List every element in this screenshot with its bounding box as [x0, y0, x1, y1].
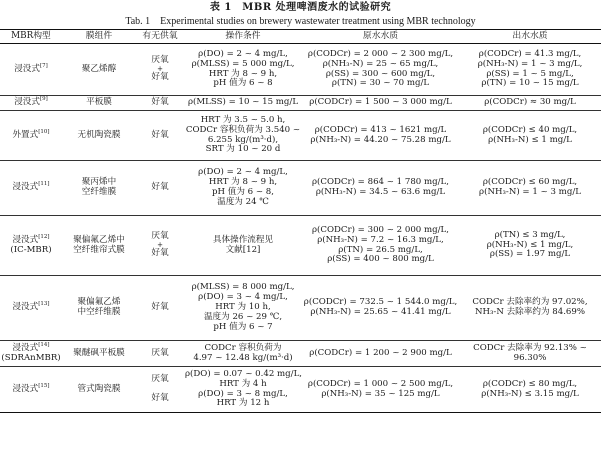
cell-line: ρ(DO) = 3 ~ 8 mg/L, [198, 388, 288, 399]
cell-effluent-quality [459, 111, 601, 161]
cell-operating-conditions [184, 367, 302, 413]
cell-line: HRT 为 12 h [216, 398, 270, 409]
cell-line-with-ref [1, 183, 61, 193]
cell-line: ρ(CODCr) ≤ 80 mg/L, [482, 378, 578, 389]
table-body [0, 44, 601, 413]
cell-line: HRT 为 8 ~ 9 h, [208, 68, 278, 79]
cell-line-with-ref [1, 382, 61, 395]
cell-line: ρ(CODCr) ≤ 60 mg/L, [482, 177, 578, 188]
cell-line: ρ(CODCr) ≈ 30 mg/L [484, 97, 576, 108]
cell-line: pH 值为 6 ~ 8 [213, 78, 273, 89]
cell-line: 管式陶瓷膜 [77, 383, 121, 394]
reference-superscript: [7] [40, 62, 48, 69]
cell-line: 浸没式 [12, 383, 39, 394]
cell-line: pH 值为 6 ~ 8, [212, 187, 274, 197]
cell-line: ρ(CODCr) = 413 ~ 1621 mg/L [314, 124, 447, 135]
cell-line: 好氧 [151, 129, 169, 140]
table-row [0, 216, 601, 276]
header-oxygen-supply: 有无供氧 [136, 30, 184, 44]
cell-line: 空纤维膜 [81, 187, 117, 197]
cell-line: ρ(MLSS) = 5 000 mg/L, [191, 58, 295, 69]
cell-line: ρ(TN) ≤ 3 mg/L, [494, 229, 566, 240]
cell-line: ρ(DO) = 0.07 ~ 0.42 mg/L, [185, 368, 303, 379]
cell-membrane-module [62, 341, 136, 367]
cell-line: 聚醚砜平板膜 [73, 347, 125, 358]
cell-mbr-config [0, 44, 62, 96]
cell-line: 温度为 24 ℃ [217, 196, 269, 207]
cell-line: ρ(CODCr) = 1 000 ~ 2 500 mg/L, [307, 378, 454, 389]
cell-line: 浸没式 [12, 234, 39, 245]
cell-mbr-config [0, 216, 62, 276]
table-row [0, 276, 601, 341]
cell-oxygen-supply [136, 367, 184, 413]
cell-line: 96.30% [513, 352, 547, 363]
cell-line: CODCr 去除率约为 97.02%, [472, 297, 588, 308]
cell-line-with-ref [1, 128, 61, 141]
cell-line: ρ(DO) = 3 ~ 4 mg/L, [198, 292, 288, 303]
table-row [0, 161, 601, 216]
header-membrane-module: 膜组件 [62, 30, 136, 44]
header-row [0, 30, 601, 44]
cell-line: ρ(SS) = 400 ~ 800 mg/L [327, 254, 434, 265]
cell-line: 聚丙烯中 [81, 177, 117, 188]
cell-line: 浸没式 [14, 97, 40, 108]
cell-line: 浸没式 [12, 182, 39, 193]
cell-line: NH₃-N 去除率约为 84.69% [474, 307, 586, 317]
cell-line: ρ(NH₃-N) ≤ 3.15 mg/L [481, 388, 579, 399]
table-row [0, 341, 601, 367]
cell-line: CODCr 容积负荷为 [204, 342, 282, 353]
cell-membrane-module [62, 161, 136, 216]
cell-operating-conditions [184, 341, 302, 367]
cell-oxygen-supply [136, 44, 184, 96]
cell-mbr-config [0, 367, 62, 413]
cell-mbr-config [0, 341, 62, 367]
cell-line: ρ(CODCr) ≤ 40 mg/L, [482, 124, 578, 135]
cell-line: HRT 为 8 ~ 9 h, [208, 177, 278, 188]
cell-line: 6.255 kg/(m³·d), [207, 134, 279, 145]
cell-line: 浸没式 [14, 63, 40, 74]
cell-line: ρ(NH₃-N) = 34.5 ~ 63.6 mg/L [315, 187, 446, 197]
table-row [0, 96, 601, 111]
cell-effluent-quality [459, 216, 601, 276]
cell-line: 好氧 [151, 393, 169, 403]
header-operating-conditions: 操作条件 [184, 30, 302, 44]
cell-line: ρ(NH₃-N) = 7.2 ~ 16.3 mg/L, [317, 234, 444, 245]
cell-line: + [157, 241, 163, 249]
cell-line: HRT 为 4 h [219, 378, 267, 389]
cell-line: 平板膜 [86, 97, 112, 108]
cell-effluent-quality [459, 44, 601, 96]
caption-english: Tab. 1 Experimental studies on brewery wastewater treatment using MBR technology [125, 16, 476, 27]
cell-line: ρ(SS) = 1 ~ 5 mg/L, [486, 68, 574, 79]
cell-line: ρ(NH₃-N) = 25 ~ 65 mg/L, [322, 58, 439, 69]
cell-influent-quality [302, 96, 459, 111]
cell-line: ρ(TN) = 30 ~ 70 mg/L [331, 78, 430, 89]
cell-membrane-module [62, 111, 136, 161]
cell-line: 厌氧 [151, 347, 169, 358]
cell-line: ρ(DO) = 2 ~ 4 mg/L, [198, 48, 288, 59]
cell-oxygen-supply [136, 276, 184, 341]
cell-line: 厌氧 [151, 55, 169, 66]
cell-line: ρ(MLSS) = 8 000 mg/L, [191, 282, 295, 293]
cell-line: ρ(NH₃-N) ≤ 1 mg/L, [486, 239, 574, 250]
cell-line: 好氧 [151, 72, 169, 82]
cell-operating-conditions [184, 111, 302, 161]
cell-membrane-module [62, 367, 136, 413]
cell-influent-quality [302, 161, 459, 216]
reference-superscript: [14] [38, 341, 50, 348]
cell-line: ρ(NH₃-N) = 1 ~ 3 mg/L [479, 187, 581, 197]
cell-line: ρ(NH₃-N) ≤ 1 mg/L [488, 134, 572, 145]
cell-line: ρ(NH₃-N) = 44.20 ~ 75.28 mg/L [310, 134, 451, 145]
cell-influent-quality [302, 276, 459, 341]
header-influent-quality: 原水水质 [302, 30, 459, 44]
cell-line: 具体操作流程见 [212, 234, 274, 245]
cell-line-with-ref [1, 233, 61, 246]
cell-influent-quality [302, 367, 459, 413]
table-row [0, 111, 601, 161]
cell-oxygen-supply [136, 111, 184, 161]
cell-line: HRT 为 3.5 ~ 5.0 h, [200, 114, 286, 125]
cell-mbr-config [0, 161, 62, 216]
cell-line: 好氧 [151, 248, 169, 258]
reference-superscript: [11] [38, 181, 50, 188]
cell-line: 聚偏氟乙烯中 [73, 234, 125, 245]
cell-effluent-quality [459, 96, 601, 111]
cell-line: 聚乙烯醇 [81, 63, 117, 74]
cell-influent-quality [302, 44, 459, 96]
cell-mbr-config [0, 96, 62, 111]
cell-line: 文献[12] [225, 244, 261, 255]
reference-superscript: [10] [38, 128, 50, 135]
cell-line: SRT 为 10 ~ 20 d [205, 144, 281, 155]
cell-operating-conditions [184, 161, 302, 216]
cell-mbr-config [0, 276, 62, 341]
header-mbr-config: MBR构型 [0, 30, 62, 44]
cell-effluent-quality [459, 276, 601, 341]
cell-line: ρ(CODCr) = 300 ~ 2 000 mg/L, [311, 224, 449, 235]
cell-line: ρ(MLSS) = 10 ~ 15 mg/L [187, 97, 299, 108]
caption-chinese: 表 1 MBR 处理啤酒废水的试验研究 [209, 2, 392, 13]
cell-line: 无机陶瓷膜 [77, 129, 121, 140]
cell-line: 好氧 [151, 302, 169, 313]
cell-influent-quality [302, 216, 459, 276]
cell-line: (IC-MBR) [10, 244, 52, 255]
cell-membrane-module [62, 276, 136, 341]
cell-line: 中空纤维膜 [77, 307, 121, 317]
table-row [0, 367, 601, 413]
cell-line: 厌氧 [151, 374, 169, 385]
cell-line: 浸没式 [12, 342, 39, 353]
cell-line: ρ(SS) = 1.97 mg/L [489, 249, 571, 260]
reference-superscript: [15] [38, 382, 50, 389]
cell-effluent-quality [459, 341, 601, 367]
cell-line: 4.97 ~ 12.48 kg/(m³·d) [193, 352, 293, 363]
cell-line: 空纤维帘式膜 [73, 244, 125, 255]
cell-line: 浸没式 [12, 302, 39, 313]
cell-membrane-module [62, 96, 136, 111]
cell-line: (SDRAnMBR) [1, 352, 61, 363]
cell-influent-quality [302, 341, 459, 367]
cell-membrane-module [62, 44, 136, 96]
cell-operating-conditions [184, 216, 302, 276]
cell-line: CODCr 去除率为 92.13% ~ [473, 342, 587, 353]
cell-line: 外置式 [12, 129, 39, 140]
cell-oxygen-supply [136, 161, 184, 216]
reference-superscript: [9] [40, 96, 48, 103]
cell-effluent-quality [459, 161, 601, 216]
cell-line: 好氧 [151, 97, 169, 108]
reference-superscript: [13] [38, 301, 50, 308]
cell-operating-conditions [184, 44, 302, 96]
cell-line: + [157, 65, 163, 73]
cell-line: HRT 为 10 h, [215, 302, 271, 313]
header-effluent-quality: 出水水质 [459, 30, 601, 44]
cell-line: ρ(CODCr) = 2 000 ~ 2 300 mg/L, [307, 48, 454, 59]
cell-line: ρ(CODCr) = 41.3 mg/L, [478, 48, 582, 59]
cell-mbr-config [0, 111, 62, 161]
cell-line: ρ(CODCr) = 1 200 ~ 2 900 mg/L [309, 347, 452, 358]
cell-operating-conditions [184, 276, 302, 341]
cell-oxygen-supply [136, 341, 184, 367]
cell-line: ρ(CODCr) = 1 500 ~ 3 000 mg/L [309, 97, 452, 108]
cell-line: 好氧 [151, 182, 169, 193]
cell-line: ρ(NH₃-N) = 35 ~ 125 mg/L [321, 388, 440, 399]
reference-superscript: [12] [38, 233, 50, 240]
cell-line-with-ref [1, 303, 61, 313]
cell-line: ρ(NH₃-N) = 1 ~ 3 mg/L, [477, 58, 583, 69]
cell-line: 厌氧 [151, 231, 169, 242]
cell-effluent-quality [459, 367, 601, 413]
cell-line: ρ(DO) = 2 ~ 4 mg/L, [198, 167, 288, 178]
cell-line-with-ref [1, 62, 61, 75]
cell-line: ρ(CODCr) = 732.5 ~ 1 544.0 mg/L, [303, 297, 458, 308]
cell-membrane-module [62, 216, 136, 276]
cell-line: ρ(TN) = 10 ~ 15 mg/L [481, 78, 579, 89]
cell-line: 聚偏氟乙烯 [77, 297, 121, 308]
cell-line: 温度为 26 ~ 29 ℃, [203, 311, 283, 322]
mbr-studies-table [0, 29, 601, 413]
cell-oxygen-supply [136, 216, 184, 276]
cell-line: ρ(NH₃-N) = 25.65 ~ 41.41 mg/L [310, 307, 451, 317]
cell-line: ρ(TN) = 26.5 mg/L, [338, 244, 423, 255]
table-row [0, 44, 601, 96]
cell-line-with-ref [1, 98, 61, 108]
cell-operating-conditions [184, 96, 302, 111]
cell-oxygen-supply [136, 96, 184, 111]
cell-line: ρ(CODCr) = 864 ~ 1 780 mg/L, [311, 177, 449, 188]
cell-influent-quality [302, 111, 459, 161]
cell-line: ρ(SS) = 300 ~ 600 mg/L, [325, 68, 436, 79]
cell-line-with-ref [1, 341, 61, 354]
cell-line: CODCr 容积负荷为 3.540 ~ [185, 124, 301, 135]
cell-line: pH 值为 6 ~ 7 [213, 321, 273, 332]
